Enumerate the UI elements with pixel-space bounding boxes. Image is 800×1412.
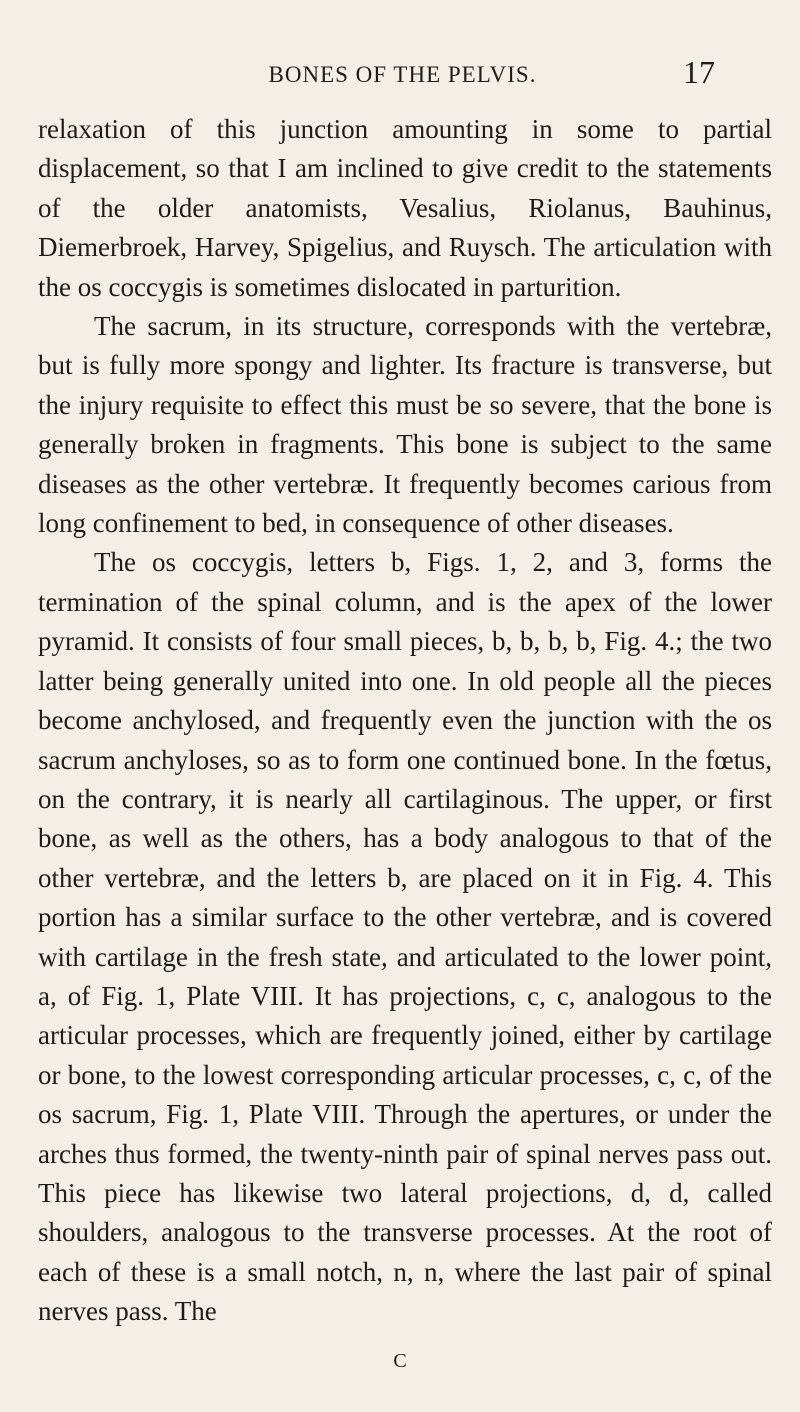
running-title: BONES OF THE PELVIS.: [268, 62, 537, 87]
paragraph-sacrum: The sacrum, in its structure, corresponds with the vertebræ, but is fully more spongy and lighter. Its fracture is transverse, but the injury requisite to effect this must be so severe, that the bone is generally broken in fragments. This bone is subject to the same diseases as the other vertebræ. It frequently becomes carious from long confinement to bed, in consequence of other diseases.: [38, 311, 772, 539]
paragraph-continuation: relaxation of this junction amounting in some to partial displacement, so that I am inclined to give credit to the statements of the older anatomists, Vesalius, Riolanus, Bauhinus, Diemerbroek, Harvey, Spigelius, and Ruysch. The articulation with the os coccygis is sometimes dislocated in parturition.: [38, 114, 772, 302]
paragraph-os-coccygis: The os coccygis, letters b, Figs. 1, 2, and 3, forms the termination of the spinal column, and is the apex of the lower pyramid. It consists of four small pieces, b, b, b, b, Fig. 4.; the two latter being generally united into one. In old people all the pieces become anchylosed, and frequently even the junction with the os sacrum anchyloses, so as to form one continued bone. In the fœtus, on the contrary, it is nearly all cartilaginous. The upper, or first bone, as well as the others, has a body analogous to that of the other vertebræ, and the letters b, are placed on it in Fig. 4. This portion has a similar surface to the other vertebræ, and is covered with cartilage in the fresh state, and articulated to the lower point, a, of Fig. 1, Plate VIII. It has projections, c, c, analogous to the articular processes, which are frequently joined, either by cartilage or bone, to the lowest corresponding articular processes, c, c, of the os sacrum, Fig. 1, Plate VIII. Through the apertures, or under the arches thus formed, the twenty-ninth pair of spinal nerves pass out. This piece has likewise two lateral projections, d, d, called shoulders, analogous to the transverse processes. At the root of each of these is a small notch, n, n, where the last pair of spinal nerves pass. The: [38, 547, 772, 1327]
signature-mark: C: [393, 1350, 407, 1372]
running-head: [90, 52, 715, 92]
page-number: 17: [683, 54, 715, 90]
body-text: [38, 110, 772, 1332]
